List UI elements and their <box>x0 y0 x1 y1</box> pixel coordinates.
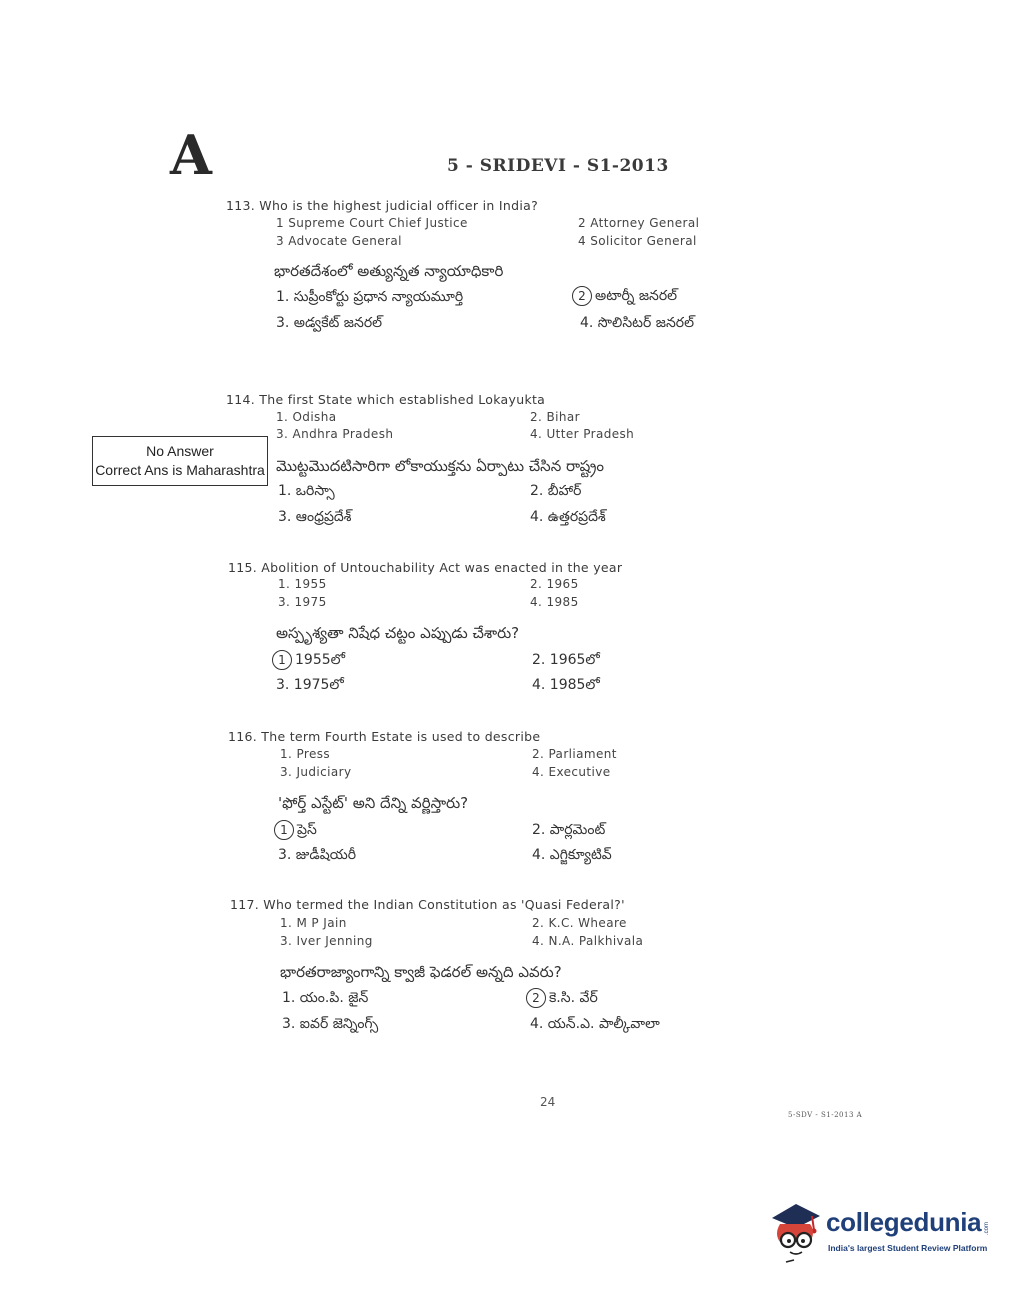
answer-correction-note <box>92 436 268 486</box>
logo-suffix: .com <box>984 1222 990 1236</box>
q113-option-2: 2 Attorney General <box>578 216 700 230</box>
note-line-2: Correct Ans is Maharashtra <box>95 462 265 478</box>
q114-telugu-option-3: 3. ఆంధ్రప్రదేశ్ <box>278 509 352 525</box>
q117-option-2: 2. K.C. Wheare <box>532 916 627 930</box>
q114-option-4: 4. Utter Pradesh <box>530 427 635 441</box>
q116-option-2: 2. Parliament <box>532 747 617 761</box>
question-114-english: 114. The first State which established Lokayukta <box>226 392 546 407</box>
q114-option-3: 3. Andhra Pradesh <box>276 427 394 441</box>
q117-telugu-option-3: 3. ఐవర్ జెన్నింగ్స్ <box>282 1016 379 1032</box>
q113-telugu-option-3: 3. అడ్వకేట్ జనరల్ <box>276 315 383 331</box>
question-115-english: 115. Abolition of Untouchability Act was enacted in the year <box>228 560 623 575</box>
question-114-telugu: మొట్టమొదటిసారిగా లోకాయుక్తను ఏర్పాటు చేసిన రాష్ట్రం <box>276 457 604 475</box>
q117-telugu-option-2 <box>526 988 598 1009</box>
page-number: 24 <box>540 1095 556 1109</box>
q117-option-4: 4. N.A. Palkhivala <box>532 934 644 948</box>
answer-circle: 1 <box>272 650 292 670</box>
q115-telugu-option-1-text: 1955లో <box>295 652 346 668</box>
q113-telugu-option-2-text: అటార్నీ జనరల్ <box>595 288 678 304</box>
q115-option-2: 2. 1965 <box>530 577 579 591</box>
q116-telugu-option-1 <box>274 820 317 841</box>
q114-telugu-option-1: 1. ఒరిస్సా <box>278 483 335 499</box>
q113-option-4: 4 Solicitor General <box>578 234 697 248</box>
q116-telugu-option-4: 4. ఎగ్జిక్యూటివ్ <box>532 847 612 863</box>
page-header: 5 - SRIDEVI - S1-2013 <box>447 156 669 176</box>
q115-option-1: 1. 1955 <box>278 577 327 591</box>
answer-circle: 1 <box>274 820 294 840</box>
q117-option-1: 1. M P Jain <box>280 916 347 930</box>
q113-telugu-option-4: 4. సొలిసిటర్ జనరల్ <box>580 315 694 331</box>
answer-circle: 2 <box>526 988 546 1008</box>
question-117-english: 117. Who termed the Indian Constitution as 'Quasi Federal?' <box>230 897 625 912</box>
q115-telugu-option-1 <box>272 650 345 671</box>
q115-option-3: 3. 1975 <box>278 595 327 609</box>
q113-telugu-option-1: 1. సుప్రీంకోర్టు ప్రధాన న్యాయమూర్తి <box>276 289 464 305</box>
q115-telugu-option-2: 2. 1965లో <box>532 652 600 668</box>
question-117-telugu: భారతరాజ్యాంగాన్ని క్వాజీ ఫెడరల్ అన్నది ఎవరు? <box>280 963 562 981</box>
series-letter: A <box>170 123 212 187</box>
q117-telugu-option-1: 1. యం.పి. జైన్ <box>282 990 369 1006</box>
footer-code: 5-SDV - S1-2013 A <box>788 1111 863 1119</box>
q114-telugu-option-2: 2. బీహార్ <box>530 483 582 499</box>
q113-option-1: 1 Supreme Court Chief Justice <box>276 216 468 230</box>
question-113-telugu: భారతదేశంలో అత్యున్నత న్యాయాధికారి <box>274 262 504 280</box>
q114-telugu-option-4: 4. ఉత్తరప్రదేశ్ <box>530 509 606 525</box>
q116-option-4: 4. Executive <box>532 765 611 779</box>
note-line-1: No Answer <box>146 443 214 459</box>
q117-telugu-option-4: 4. యన్.ఎ. పాల్కీవాలా <box>530 1016 660 1032</box>
logo-tagline: India's largest Student Review Platform <box>828 1243 988 1253</box>
question-115-telugu: అస్పృశ్యతా నిషేధ చట్టం ఎప్పుడు చేశారు? <box>276 624 520 642</box>
question-116-english: 116. The term Fourth Estate is used to describe <box>228 729 541 744</box>
q114-option-1: 1. Odisha <box>276 410 337 424</box>
q116-telugu-option-2: 2. పార్లమెంట్ <box>532 822 606 838</box>
q113-option-3: 3 Advocate General <box>276 234 402 248</box>
q116-option-1: 1. Press <box>280 747 331 761</box>
q115-telugu-option-4: 4. 1985లో <box>532 677 600 693</box>
question-116-telugu: 'ఫోర్త్ ఎస్టేట్' అని దేన్ని వర్ణిస్తారు? <box>278 794 469 812</box>
q116-telugu-option-1-text: ప్రెస్ <box>297 822 317 838</box>
q115-option-4: 4. 1985 <box>530 595 579 609</box>
q116-telugu-option-3: 3. జుడీషియరీ <box>278 847 357 863</box>
answer-circle: 2 <box>572 286 592 306</box>
q114-option-2: 2. Bihar <box>530 410 580 424</box>
q113-telugu-option-2 <box>572 286 677 307</box>
question-113-english: 113. Who is the highest judicial officer in India? <box>226 198 539 213</box>
q117-option-3: 3. Iver Jenning <box>280 934 373 948</box>
logo-wordmark: collegedunia <box>826 1207 982 1237</box>
collegedunia-mascot-icon <box>766 1196 824 1268</box>
q116-option-3: 3. Judiciary <box>280 765 352 779</box>
q115-telugu-option-3: 3. 1975లో <box>276 677 344 693</box>
q117-telugu-option-2-text: కె.సి. వేర్ <box>549 990 598 1006</box>
